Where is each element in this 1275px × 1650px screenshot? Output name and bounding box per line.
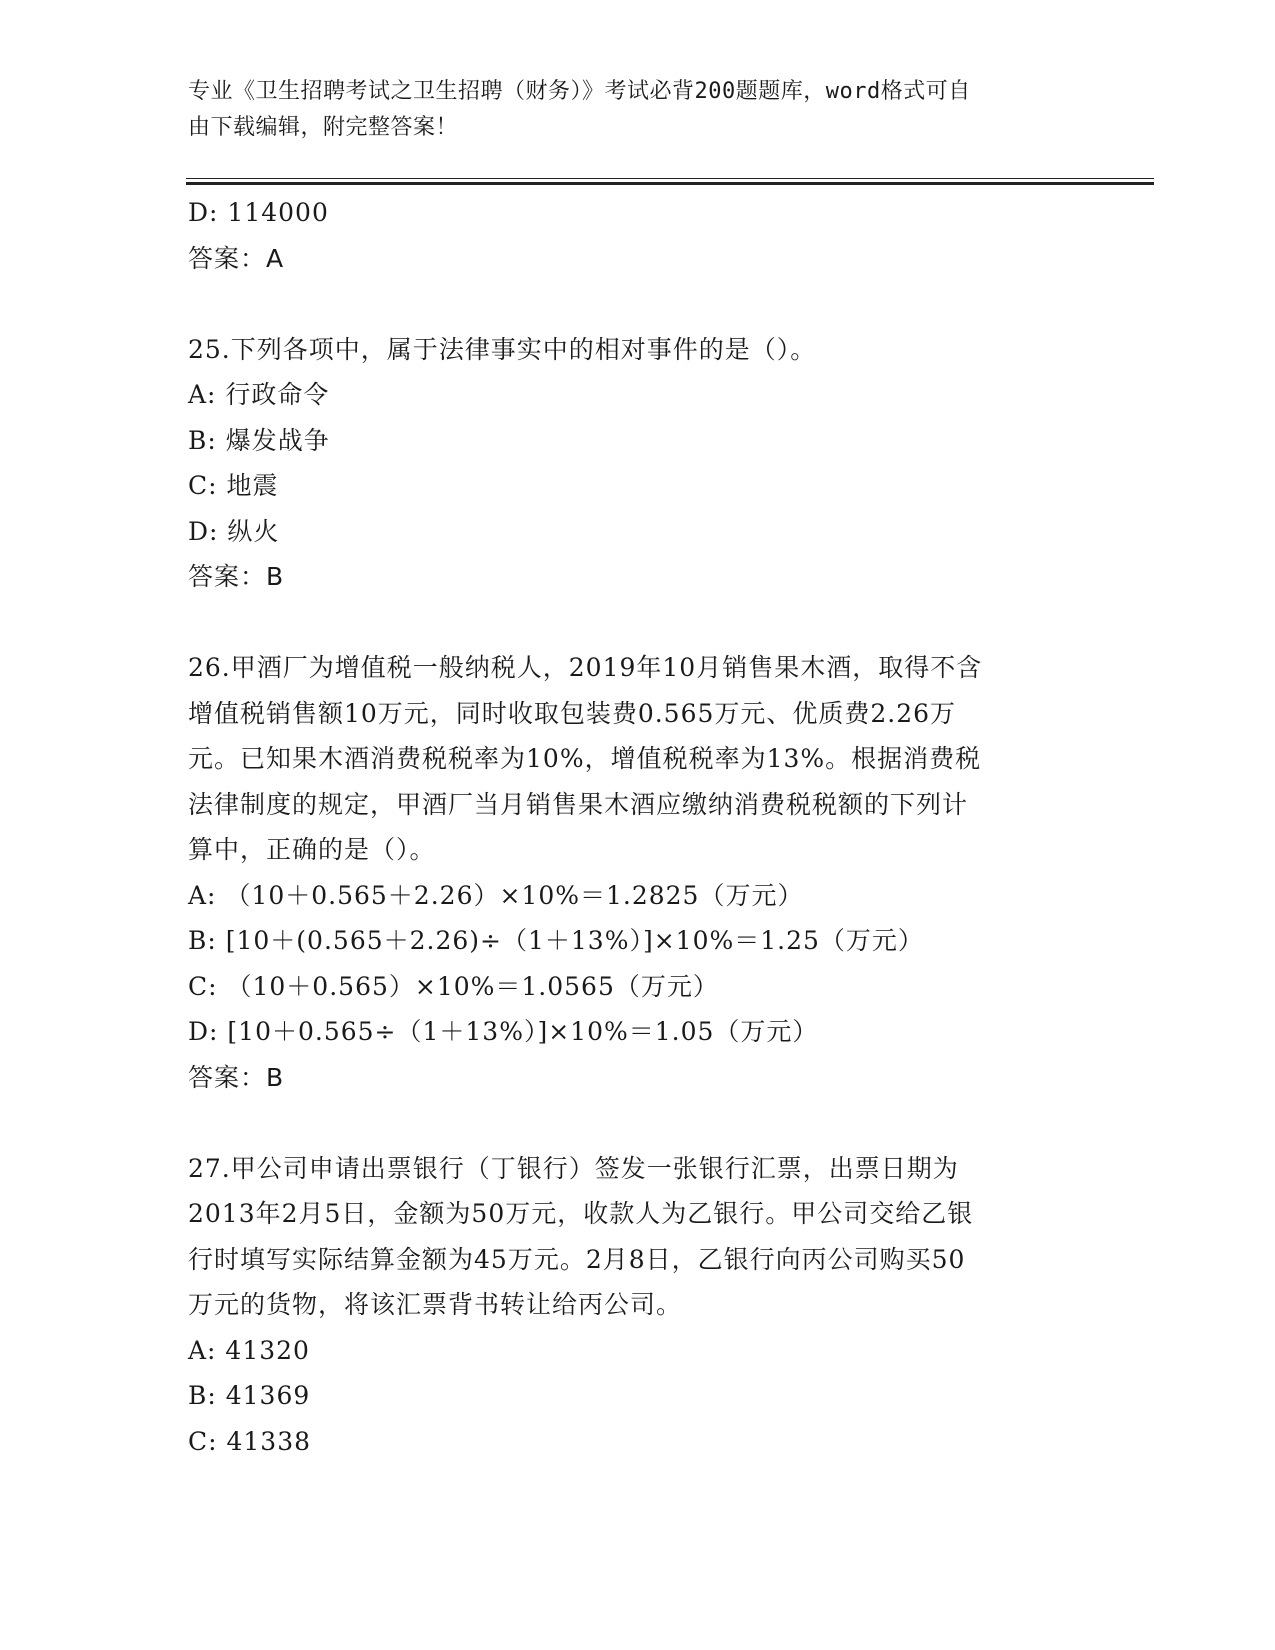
q25-option-d: D: 纵火 bbox=[188, 516, 280, 546]
q27-option-c: C: 41338 bbox=[188, 1426, 312, 1456]
q25-answer: 答案：B bbox=[188, 562, 285, 591]
header-divider-thin bbox=[186, 178, 1154, 179]
q27-stem-line-4: 万元的货物，将该汇票背书转让给丙公司。 bbox=[188, 1290, 683, 1319]
q26-option-c: C: （10＋0.565）×10%＝1.0565（万元） bbox=[188, 971, 719, 1001]
q26-stem-line-1: 26.甲酒厂为增值税一般纳税人，2019年10月销售果木酒，取得不含 bbox=[188, 653, 983, 682]
q27-stem-line-1: 27.甲公司申请出票银行（丁银行）签发一张银行汇票，出票日期为 bbox=[188, 1153, 959, 1183]
q25-option-c: C: 地震 bbox=[188, 471, 279, 500]
q25-stem: 25.下列各项中，属于法律事实中的相对事件的是（）。 bbox=[188, 334, 817, 364]
q26-stem-line-3: 元。已知果木酒消费税税率为10%，增值税税率为13%。根据消费税 bbox=[188, 744, 982, 773]
prev-option-d: D: 114000 bbox=[188, 198, 329, 227]
question-25 bbox=[188, 327, 1088, 600]
q26-stem-line-2: 增值税销售额10万元，同时收取包装费0.565万元、优质费2.26万 bbox=[188, 698, 957, 728]
spacer bbox=[188, 600, 1088, 646]
q26-answer: 答案：B bbox=[188, 1062, 285, 1092]
q26-option-a: A: （10＋0.565＋2.26）×10%＝1.2825（万元） bbox=[188, 880, 804, 910]
q27-stem-line-2: 2013年2月5日，金额为50万元，收款人为乙银行。甲公司交给乙银 bbox=[188, 1199, 974, 1228]
q26-option-d: D: [10＋0.565÷（1＋13%）]×10%＝1.05（万元） bbox=[188, 1017, 819, 1046]
document-header bbox=[188, 74, 1068, 146]
header-title-line-2: 由下载编辑，附完整答案！ bbox=[188, 115, 459, 140]
question-26 bbox=[188, 645, 1088, 1100]
spacer bbox=[188, 1100, 1088, 1146]
q27-option-a: A: 41320 bbox=[188, 1335, 310, 1365]
prev-answer: 答案：A bbox=[188, 243, 285, 273]
question-content bbox=[188, 190, 1088, 1464]
q25-option-b: B: 爆发战争 bbox=[188, 425, 330, 455]
q26-option-b: B: [10＋(0.565＋2.26)÷（1＋13%）]×10%＝1.25（万元） bbox=[188, 926, 924, 955]
q27-stem-line-3: 行时填写实际结算金额为45万元。2月8日，乙银行向丙公司购买50 bbox=[188, 1244, 966, 1274]
q26-stem-line-5: 算中，正确的是（）。 bbox=[188, 835, 436, 864]
q25-option-a: A: 行政命令 bbox=[188, 380, 330, 409]
spacer bbox=[188, 281, 1088, 327]
header-divider-thick bbox=[186, 182, 1154, 185]
question-27 bbox=[188, 1146, 1088, 1465]
header-title-line-1: 专业《卫生招聘考试之卫生招聘（财务）》考试必背200题题库，word格式可自 bbox=[188, 79, 971, 104]
q27-option-b: B: 41369 bbox=[188, 1381, 311, 1410]
q26-stem-line-4: 法律制度的规定，甲酒厂当月销售果木酒应缴纳消费税税额的下列计 bbox=[188, 789, 969, 819]
